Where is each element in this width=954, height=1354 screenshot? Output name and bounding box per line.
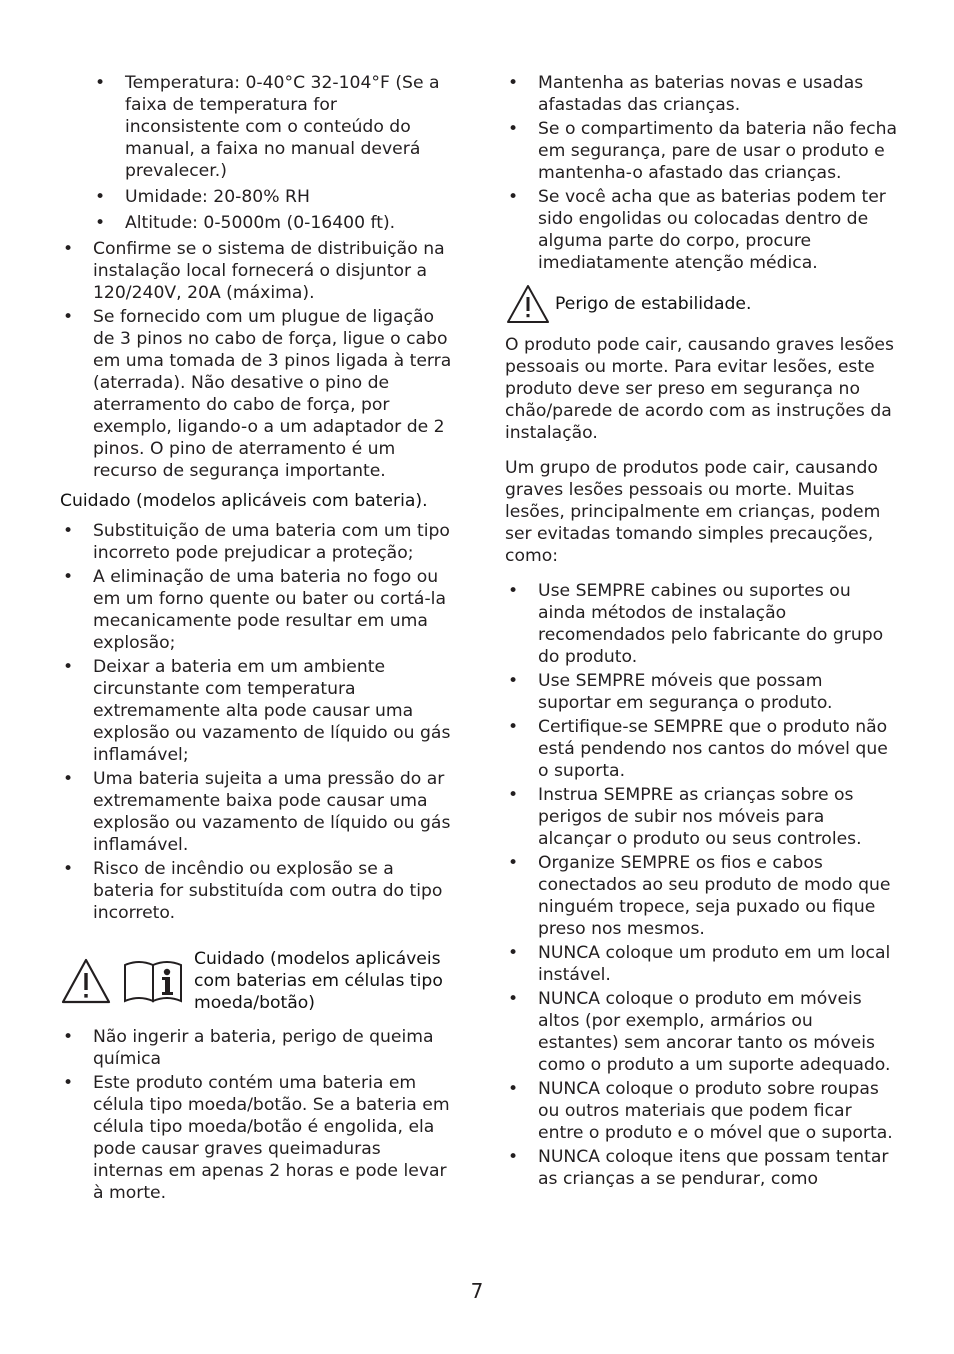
coin-battery-warning (60, 948, 452, 1014)
stability-paragraph: O produto pode cair, causando graves lesões pessoais ou morte. Para evitar lesões, este produto deve ser preso em segurança no chão/parede de acordo com as instruções da instalação. (505, 335, 894, 443)
list-item: • Este produto contém uma bateria em célula tipo moeda/botão. Se a bateria em célula tipo moeda/botão é engolida, ela pode causar graves queimaduras internas em apenas 2 horas e pode levar à morte. (60, 1072, 452, 1204)
list-item: • Deixar a bateria em um ambiente circunstante com temperatura extremamente alta pode causar uma explosão ou vazamento de líquido ou gás inflamável; (60, 656, 452, 766)
list-item: • Use SEMPRE móveis que possam suportar em segurança o produto. (505, 670, 897, 714)
precautions-list (505, 580, 897, 1190)
list-item: • Umidade: 20-80% RH (60, 186, 452, 208)
stability-heading: Perigo de estabilidade. (555, 294, 752, 314)
list-item: • Certifique-se SEMPRE que o produto não está pendendo nos cantos do móvel que o suporta. (505, 716, 897, 782)
battery-heading: Cuidado (modelos aplicáveis com bateria). (60, 491, 428, 511)
precautions-paragraph: Um grupo de produtos pode cair, causando graves lesões pessoais ou morte. Muitas lesões, principalmente em crianças, podem ser evitadas tomando simples precauções, como: (505, 458, 881, 566)
warning-triangle-icon (60, 957, 112, 1005)
list-item: • A eliminação de uma bateria no fogo ou em um forno quente ou bater ou cortá-la mecanicamente pode resultar em uma explosão; (60, 566, 452, 654)
list-item: • Instrua SEMPRE as crianças sobre os perigos de subir nos móveis para alcançar o produto ou seus controles. (505, 784, 897, 850)
list-item: • Se o compartimento da bateria não fecha em segurança, pare de usar o produto e mantenha-o afastado das crianças. (505, 118, 897, 184)
list-item: • Altitude: 0-5000m (0-16400 ft). (60, 212, 452, 234)
battery-list (60, 520, 452, 924)
warning-triangle-icon (505, 284, 551, 324)
list-item: • Não ingerir a bateria, perigo de queima química (60, 1026, 452, 1070)
list-item: • Temperatura: 0-40°C 32-104°F (Se a faixa de temperatura for inconsistente com o conteúdo do manual, a faixa no manual deverá prevalecer.) (60, 72, 452, 182)
list-item: • Confirme se o sistema de distribuição na instalação local fornecerá o disjuntor a 120/240V, 20A (máxima). (60, 238, 452, 304)
coin-battery-list (60, 1026, 452, 1204)
list-item: • NUNCA coloque um produto em um local instável. (505, 942, 897, 986)
list-item: • NUNCA coloque o produto sobre roupas ou outros materiais que podem ficar entre o produto e o móvel que o suporta. (505, 1078, 897, 1144)
page-number: 7 (470, 1279, 484, 1303)
list-item: • Uma bateria sujeita a uma pressão do ar extremamente baixa pode causar uma explosão ou vazamento de líquido ou gás inflamável. (60, 768, 452, 856)
coin-battery-heading: Cuidado (modelos aplicáveis com baterias em células tipo moeda/botão) (194, 949, 443, 1013)
right-column (505, 72, 897, 1190)
list-item: • Organize SEMPRE os fios e cabos conectados ao seu produto de modo que ninguém tropece, seja puxado ou fique preso nos mesmos. (505, 852, 897, 940)
installation-list (60, 238, 452, 482)
list-item: • Use SEMPRE cabines ou suportes ou ainda métodos de instalação recomendados pelo fabricante do grupo do produto. (505, 580, 897, 668)
stability-warning (505, 284, 897, 324)
battery-safety-list (505, 72, 897, 274)
left-column (60, 72, 452, 1204)
list-item: • NUNCA coloque itens que possam tentar as crianças a se pendurar, como (505, 1146, 897, 1190)
list-item: • Risco de incêndio ou explosão se a bateria for substituída com outra do tipo incorreto. (60, 858, 452, 924)
environment-sublist (60, 72, 452, 234)
list-item: • Se fornecido com um plugue de ligação de 3 pinos no cabo de força, ligue o cabo em uma tomada de 3 pinos ligada à terra (aterrada). Não desative o pino de aterramento do cabo de força, por exemplo, ligando-o a um adaptador de 2 pinos. O pino de aterramento é um recurso de segurança importante. (60, 306, 452, 482)
list-item: • NUNCA coloque o produto em móveis altos (por exemplo, armários ou estantes) sem ancorar tanto os móveis como o produto a um suporte adequado. (505, 988, 897, 1076)
list-item: • Se você acha que as baterias podem ter sido engolidas ou colocadas dentro de alguma parte do corpo, procure imediatamente atenção médica. (505, 186, 897, 274)
manual-info-icon (122, 957, 184, 1005)
list-item: • Mantenha as baterias novas e usadas afastadas das crianças. (505, 72, 897, 116)
list-item: • Substituição de uma bateria com um tipo incorreto pode prejudicar a proteção; (60, 520, 452, 564)
